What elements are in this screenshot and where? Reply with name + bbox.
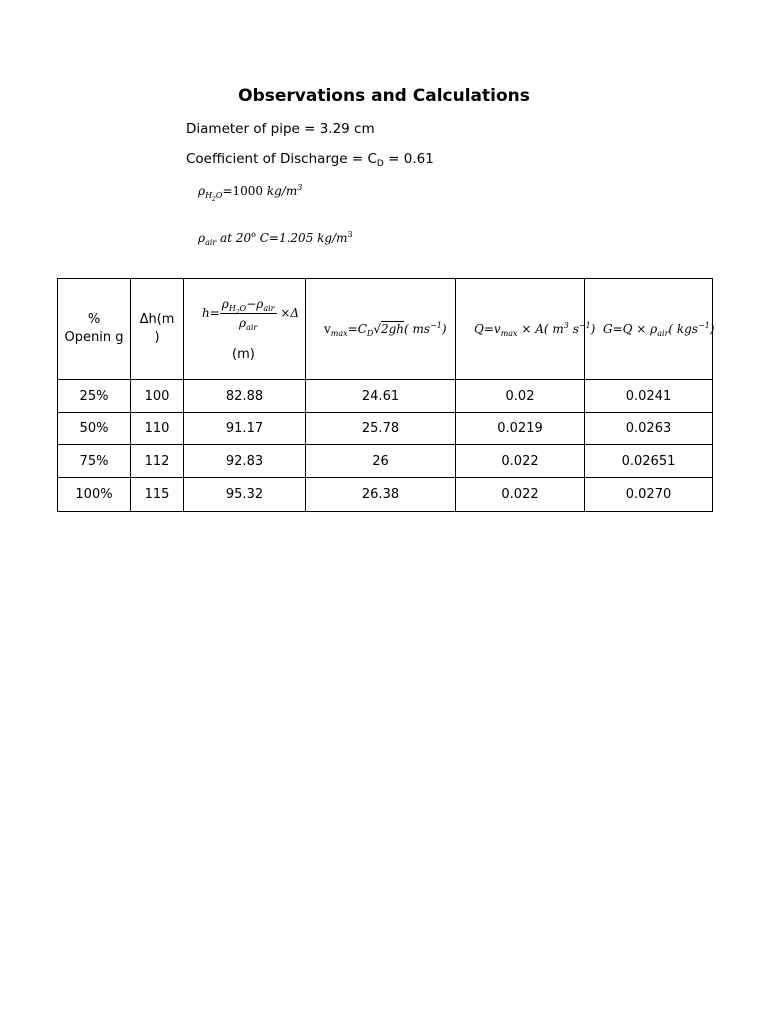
rho-water-sub: H <box>205 191 213 200</box>
header-vmax <box>306 279 456 380</box>
cell-dh: 100 <box>131 380 184 413</box>
header-q <box>456 279 596 380</box>
discharge-sub: D <box>376 159 384 169</box>
cell-g: 0.0241 <box>585 380 713 413</box>
cell-dh: 112 <box>131 445 184 478</box>
vmax-symbol: v <box>324 321 331 336</box>
cell-g: 0.02651 <box>585 445 713 478</box>
rho-water-exp: 3 <box>297 183 303 192</box>
cell-q: 0.02 <box>456 380 585 413</box>
cell-q: 0.0219 <box>456 413 585 445</box>
h-units: (m) <box>232 346 255 362</box>
rho-air-exp: 3 <box>347 230 353 239</box>
header-h <box>184 279 306 380</box>
header-dh: Δh(m ) <box>131 279 184 380</box>
discharge-prefix: Coefficient of Discharge = C <box>186 151 377 167</box>
cell-opening: 25% <box>58 380 131 413</box>
cell-q: 0.022 <box>456 445 585 478</box>
observations-table <box>57 278 713 512</box>
rho-water-sub3: O <box>215 191 223 200</box>
table-row <box>58 478 713 512</box>
cell-v: 26.38 <box>306 478 456 512</box>
header-opening: % Openin g <box>58 279 131 380</box>
degree-mark: o <box>251 230 256 239</box>
rho-symbol: ρ <box>198 184 206 198</box>
cell-h: 95.32 <box>184 478 306 512</box>
cell-opening: 100% <box>58 478 131 512</box>
rho-water-formula <box>198 183 303 203</box>
rho-symbol: ρ <box>198 231 206 245</box>
rho-air-sub: air <box>205 238 217 247</box>
g-formula: $G=Q \times \rho_{air}$( kgs$^{-1}$) <box>603 320 715 338</box>
table-row <box>58 445 713 478</box>
rho-air-value: C=1.205 <box>255 231 318 245</box>
cell-q: 0.022 <box>456 478 585 512</box>
diameter-line: Diameter of pipe = 3.29 cm <box>186 121 375 137</box>
q-formula: $Q=v_{max} \times A$( $m^3$ $s^{-1}$) <box>474 320 596 338</box>
header-g <box>585 279 713 380</box>
cell-v: 26 <box>306 445 456 478</box>
vmax-formula: $v_{max}=C_D√2gh$( $ms^{-1}$) <box>324 320 447 338</box>
cell-g: 0.0270 <box>585 478 713 512</box>
table-row <box>58 413 713 445</box>
cell-h: 82.88 <box>184 380 306 413</box>
rho-air-formula <box>198 231 353 245</box>
rho-air-text: at 20 <box>216 231 252 245</box>
table-row <box>58 380 713 413</box>
cell-dh: 115 <box>131 478 184 512</box>
discharge-line <box>186 151 434 167</box>
discharge-suffix: = 0.61 <box>383 151 434 167</box>
cell-opening: 50% <box>58 413 131 445</box>
rho-water-unit: kg/m <box>266 184 298 198</box>
cell-v: 24.61 <box>306 380 456 413</box>
rho-air-unit: kg/m <box>317 231 348 245</box>
cell-v: 25.78 <box>306 413 456 445</box>
table-header-row <box>58 279 713 380</box>
rho-water-eq: =1000 <box>222 184 267 198</box>
g-symbol: G <box>603 321 613 336</box>
page-title: Observations and Calculations <box>238 86 530 106</box>
h-formula: h= $\frac{\rho_{H_2O}-\rho_{air}}{\rho_{air}}$ ×Δ <box>202 296 300 332</box>
rho-water-sub2: 2 <box>212 196 216 203</box>
cell-g: 0.0263 <box>585 413 713 445</box>
cell-opening: 75% <box>58 445 131 478</box>
cell-h: 91.17 <box>184 413 306 445</box>
cell-h: 92.83 <box>184 445 306 478</box>
cell-dh: 110 <box>131 413 184 445</box>
q-symbol: Q <box>474 321 484 336</box>
